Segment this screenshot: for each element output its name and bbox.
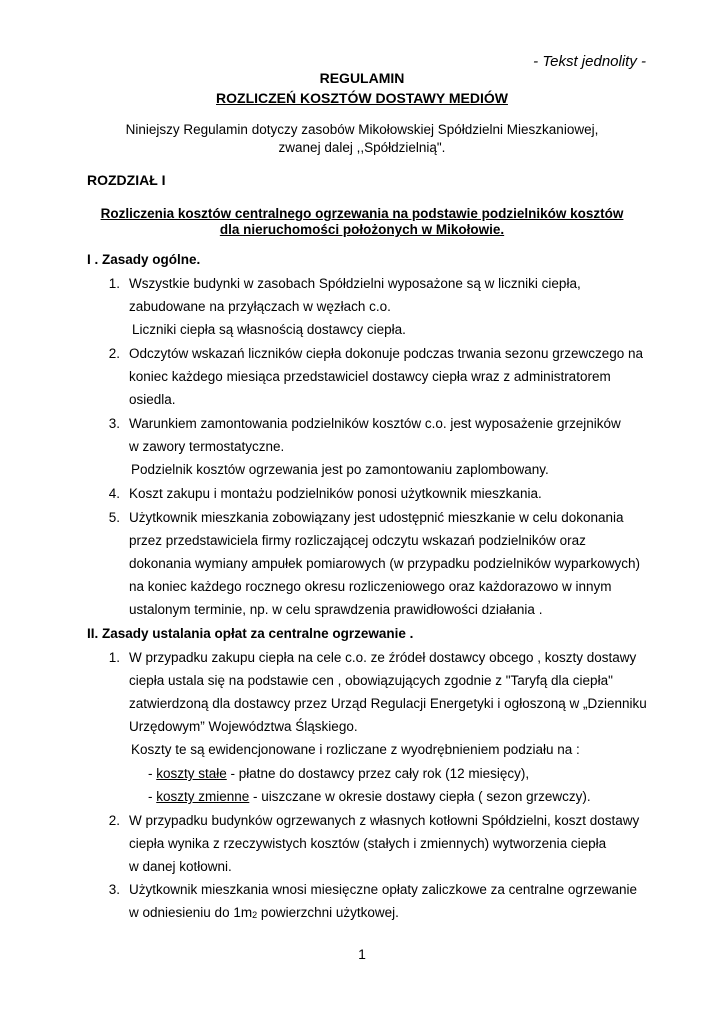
list-item-line: Odczytów wskazań liczników ciepła dokonuje podczas trwania sezonu grzewczego na: [129, 346, 644, 361]
intro-line-2: zwanej dalej ,,Spółdzielnią".: [278, 140, 446, 155]
list-item-line: w danej kotłowni.: [129, 859, 232, 874]
area-text-prefix: w odniesieniu do 1m: [129, 905, 253, 920]
list-item-number: 5.: [108, 510, 120, 525]
list-item-number: 1.: [108, 650, 120, 665]
list-item-line: na koniec każdego rocznego okresu rozliczeniowego oraz każdorazowo w innym: [129, 579, 612, 594]
list-item-line: Użytkownik mieszkania zobowiązany jest udostępnić mieszkanie w celu dokonania: [129, 510, 624, 525]
list-item-line: w zawory termostatyczne.: [129, 439, 285, 454]
bullet-dash: -: [148, 789, 157, 804]
cost-type-fixed: [148, 766, 529, 781]
intro-line-1: Niniejszy Regulamin dotyczy zasobów Mikołowskiej Spółdzielni Mieszkaniowej,: [125, 122, 599, 137]
list-item-line: W przypadku zakupu ciepła na cele c.o. ze źródeł dostawcy obcego , koszty dostawy: [129, 650, 637, 665]
list-item-line: Podzielnik kosztów ogrzewania jest po zamontowaniu zaplombowany.: [131, 462, 549, 477]
document-subtitle: ROZLICZEŃ KOSZTÓW DOSTAWY MEDIÓW: [216, 90, 508, 106]
list-item-line: ciepła wynika z rzeczywistych kosztów (stałych i zmiennych) wytworzenia ciepła: [129, 836, 607, 851]
chapter-title: ROZDZIAŁ I: [87, 172, 166, 188]
list-item-line: ciepła ustala się na podstawie cen , obowiązujących zgodnie z "Taryfą dla ciepła": [129, 673, 613, 688]
variable-costs-description: - uiszczane w okresie dostawy ciepła ( sezon grzewczy).: [249, 789, 591, 804]
list-item-line: ustalonym terminie, np. w celu sprawdzenia prawidłowości działania .: [129, 602, 543, 617]
list-item-line: W przypadku budynków ogrzewanych z własnych kotłowni Spółdzielni, koszt dostawy: [129, 813, 640, 828]
list-item-line: zabudowane na przyłączach w węzłach c.o.: [129, 299, 391, 314]
cost-type-variable: [148, 789, 591, 804]
fixed-costs-term: koszty stałe: [156, 766, 227, 781]
square-meter-exponent: 2: [252, 910, 258, 920]
list-item-number: 2.: [108, 346, 120, 361]
page-number: 1: [358, 946, 366, 962]
section-1-heading: I . Zasady ogólne.: [87, 252, 201, 267]
list-item-number: 3.: [108, 416, 120, 431]
list-item-line: Użytkownik mieszkania wnosi miesięczne opłaty zaliczkowe za centralne ogrzewanie: [129, 882, 637, 897]
list-item-line: Koszt zakupu i montażu podzielników ponosi użytkownik mieszkania.: [129, 486, 542, 501]
list-item-line: [129, 905, 399, 920]
list-item-line: Koszty te są ewidencjonowane i rozliczane z wyodrębnieniem podziału na :: [131, 742, 580, 757]
chapter-subtitle-line-1: Rozliczenia kosztów centralnego ogrzewania na podstawie podzielników kosztów: [100, 206, 624, 221]
list-item-line: zatwierdzoną dla dostawcy przez Urząd Regulacji Energetyki i ogłoszoną w „Dzienniku: [129, 696, 647, 711]
section-2-heading: II. Zasady ustalania opłat za centralne ogrzewanie .: [87, 626, 414, 641]
list-item-number: 3.: [108, 882, 120, 897]
document-title: REGULAMIN: [319, 70, 405, 86]
area-text-suffix: powierzchni użytkowej.: [257, 905, 399, 920]
list-item-number: 1.: [108, 276, 120, 291]
list-item-line: dokonania wymiany ampułek pomiarowych (w przypadku podzielników wyparkowych): [129, 556, 640, 571]
list-item-number: 4.: [108, 486, 120, 501]
chapter-subtitle-line-2: dla nieruchomości położonych w Mikołowie.: [219, 222, 505, 237]
list-item-line: Urzędowym” Województwa Śląskiego.: [129, 719, 358, 734]
list-item-line: koniec każdego miesiąca przedstawiciel dostawcy ciepła wraz z administratorem: [129, 369, 611, 384]
list-item-line: przez przedstawiciela firmy rozliczającej odczytu wskazań podzielników oraz: [129, 533, 586, 548]
list-item-number: 2.: [108, 813, 120, 828]
list-item-line: Wszystkie budynki w zasobach Spółdzielni wyposażone są w liczniki ciepła,: [129, 276, 581, 291]
list-item-line: Liczniki ciepła są własnością dostawcy ciepła.: [132, 322, 406, 337]
bullet-dash: -: [148, 766, 157, 781]
variable-costs-term: koszty zmienne: [156, 789, 250, 804]
document-note: - Tekst jednolity -: [533, 53, 646, 70]
fixed-costs-description: - płatne do dostawcy przez cały rok (12 miesięcy),: [226, 766, 530, 781]
list-item-line: Warunkiem zamontowania podzielników kosztów c.o. jest wyposażenie grzejników: [129, 416, 621, 431]
list-item-line: osiedla.: [129, 392, 176, 407]
